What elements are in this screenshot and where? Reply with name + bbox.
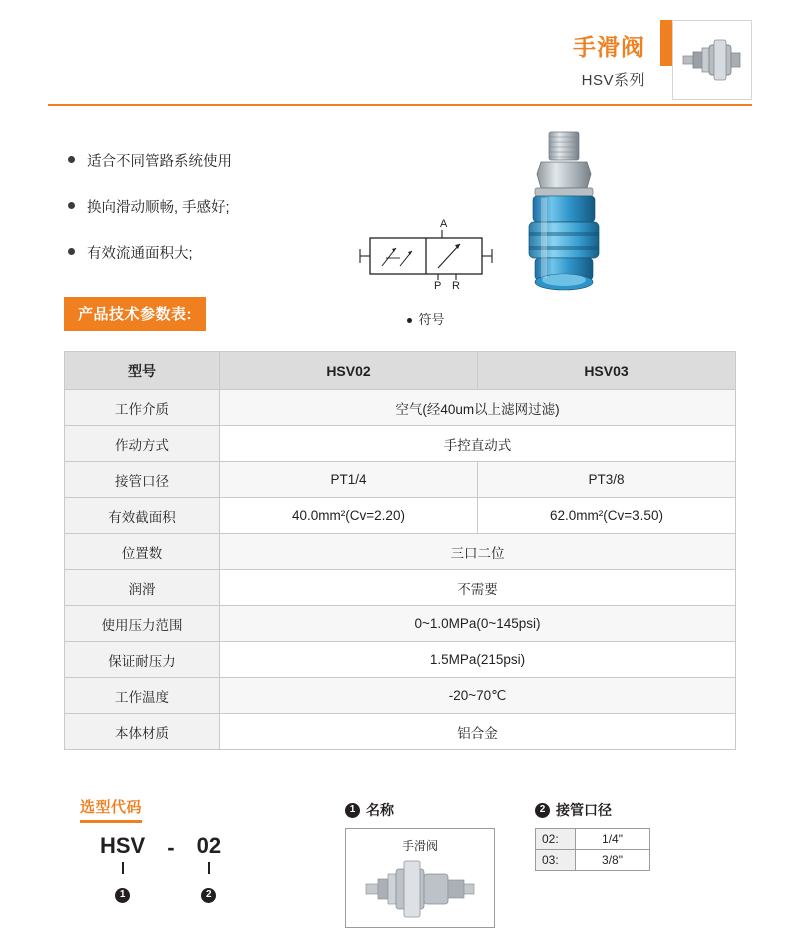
table-row: [65, 642, 736, 678]
hand-slide-valve-photo-icon: [505, 128, 635, 308]
list-item: [68, 150, 368, 171]
table-cell: 铝合金: [220, 714, 736, 750]
table-row-label: 有效截面积: [65, 498, 220, 534]
name-block-title: [345, 800, 495, 820]
table-cell: 三口二位: [220, 534, 736, 570]
table-row-label: 保证耐压力: [65, 642, 220, 678]
symbol-port-p-label: P: [434, 280, 442, 290]
table-row-label: 接管口径: [65, 462, 220, 498]
table-cell: 40.0mm²(Cv=2.20): [220, 498, 478, 534]
table-row: [65, 426, 736, 462]
page-header: [0, 0, 800, 118]
table-cell: 空气(经40um以上滤网过滤): [220, 390, 736, 426]
code-series-text: HSV: [100, 833, 146, 858]
table-cell: -20~70℃: [220, 678, 736, 714]
valve-thumbnail-icon: [681, 39, 743, 81]
table-cell: 不需要: [220, 570, 736, 606]
table-header-cell: 型号: [65, 352, 220, 390]
code-size-segment: [197, 835, 221, 903]
symbol-caption-text: 符号: [418, 312, 445, 327]
table-row: [65, 534, 736, 570]
table-row-label: 工作介质: [65, 390, 220, 426]
symbol-caption: [356, 309, 496, 328]
table-row: [65, 352, 736, 390]
feature-text: 适合不同管路系统使用: [87, 154, 232, 170]
marker-2-badge: 2: [535, 803, 550, 818]
table-row: [65, 714, 736, 750]
table-row: [65, 570, 736, 606]
dot-icon: [407, 318, 412, 323]
port-code: 02:: [536, 829, 576, 850]
table-row: [65, 678, 736, 714]
feature-text: 有效流通面积大;: [87, 246, 193, 262]
marker-1-badge: 1: [345, 803, 360, 818]
name-box: [345, 828, 495, 928]
bullet-icon: [68, 248, 75, 255]
name-block-title-text: 名称: [366, 802, 394, 818]
feature-text: 换向滑动顺畅, 手感好;: [87, 200, 230, 216]
pneumatic-symbol-icon: [356, 218, 496, 290]
valve-outline-icon: [360, 856, 480, 924]
port-size-block: [535, 800, 655, 871]
table-cell: 1.5MPa(215psi): [220, 642, 736, 678]
list-item: [68, 242, 368, 263]
port-block-title: [535, 800, 655, 820]
port-block-title-text: 接管口径: [556, 802, 612, 818]
table-row: [536, 829, 650, 850]
header-title-block: [573, 34, 645, 90]
spec-table: [64, 351, 736, 750]
code-tick: [122, 862, 124, 874]
table-cell: 0~1.0MPa(0~145psi): [220, 606, 736, 642]
table-row: [65, 498, 736, 534]
table-row: [65, 390, 736, 426]
table-row: [65, 606, 736, 642]
selection-code-title: 选型代码: [80, 796, 142, 823]
port-code: 03:: [536, 850, 576, 871]
code-dash: -: [167, 835, 175, 860]
table-row-label: 本体材质: [65, 714, 220, 750]
table-row-label: 作动方式: [65, 426, 220, 462]
name-block: [345, 800, 495, 928]
table-cell: PT1/4: [220, 462, 478, 498]
code-size-text: 02: [196, 833, 222, 858]
table-row-label: 润滑: [65, 570, 220, 606]
product-photo: [505, 128, 635, 308]
tech-section-title: 产品技术参数表:: [64, 297, 206, 331]
header-thumbnail: [672, 20, 752, 100]
bullet-icon: [68, 202, 75, 209]
table-cell: PT3/8: [478, 462, 736, 498]
bullet-icon: [68, 156, 75, 163]
selection-code-line: [100, 835, 221, 903]
table-row: [65, 462, 736, 498]
symbol-port-r-label: R: [452, 280, 460, 290]
table-cell: 62.0mm²(Cv=3.50): [478, 498, 736, 534]
port-size: 1/4": [576, 829, 650, 850]
table-row-label: 位置数: [65, 534, 220, 570]
table-row-label: 工作温度: [65, 678, 220, 714]
table-header-cell: HSV02: [220, 352, 478, 390]
header-divider: [48, 104, 752, 106]
table-row-label: 使用压力范围: [65, 606, 220, 642]
symbol-diagram-block: [356, 218, 496, 328]
port-size: 3/8": [576, 850, 650, 871]
marker-2-badge: 2: [201, 888, 216, 903]
marker-1-badge: 1: [115, 888, 130, 903]
table-cell: 手控直动式: [220, 426, 736, 462]
table-row: [536, 850, 650, 871]
page-subtitle: HSV系列: [581, 71, 645, 89]
code-tick: [208, 862, 210, 874]
symbol-port-a-label: A: [440, 218, 448, 230]
feature-list: [68, 150, 368, 288]
list-item: [68, 196, 368, 217]
table-header-cell: HSV03: [478, 352, 736, 390]
port-size-table: [535, 828, 650, 871]
page-title: 手滑阀: [573, 34, 645, 60]
code-series-segment: [100, 835, 145, 903]
name-box-caption: 手滑阀: [401, 839, 438, 853]
